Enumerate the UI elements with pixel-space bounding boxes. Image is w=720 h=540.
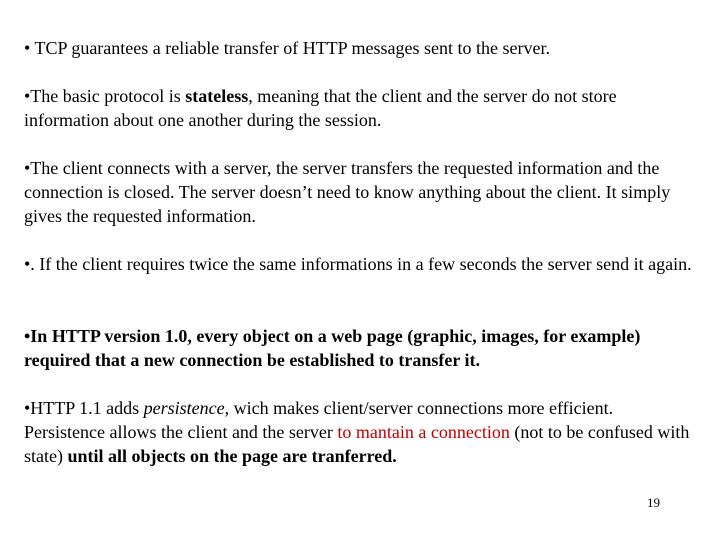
bullet-http-1-1 bbox=[24, 396, 696, 468]
bullet-stateless-before: •The basic protocol is bbox=[24, 86, 186, 106]
maintain-connection-highlight: to mantain a connection bbox=[337, 422, 510, 442]
bullet-tcp-reliable bbox=[24, 36, 696, 60]
bullet-http-1-1-plain: (not to be confused with state) bbox=[24, 422, 690, 466]
bullet-http-1-0-text: •In HTTP version 1.0, every object on a web page (graphic, images, for example) required that a new connection be established to transfer it. bbox=[24, 326, 641, 370]
page-number: 19 bbox=[647, 495, 660, 510]
bullet-stateless bbox=[24, 84, 696, 132]
bullet-stateless-after: , meaning that the client and the server do not store information about one another during the session. bbox=[24, 86, 617, 130]
bullet-requires-twice-text: •. If the client requires twice the same informations in a few seconds the server send it again. bbox=[24, 254, 692, 274]
bullet-client-connects-text: •The client connects with a server, the server transfers the requested information and the connection is closed. The server doesn’t need to know anything about the client. It simply gives the requested information. bbox=[24, 158, 671, 226]
persistence-term: persistence bbox=[143, 398, 225, 418]
bullet-client-connects bbox=[24, 156, 696, 228]
bullet-tcp-reliable-text: • TCP guarantees a reliable transfer of HTTP messages sent to the server. bbox=[24, 38, 550, 58]
bullet-http-1-1-before: •HTTP 1.1 adds bbox=[24, 398, 144, 418]
bullet-http-1-1-middle: , wich makes client/server connections more efficient. Persistence allows the client and the server bbox=[24, 398, 614, 442]
bullet-requires-twice bbox=[24, 252, 696, 276]
bullet-http-1-0 bbox=[24, 324, 696, 372]
bullet-http-1-1-bold-end: until all objects on the page are tranferred. bbox=[67, 446, 397, 466]
stateless-term: stateless bbox=[185, 86, 249, 106]
